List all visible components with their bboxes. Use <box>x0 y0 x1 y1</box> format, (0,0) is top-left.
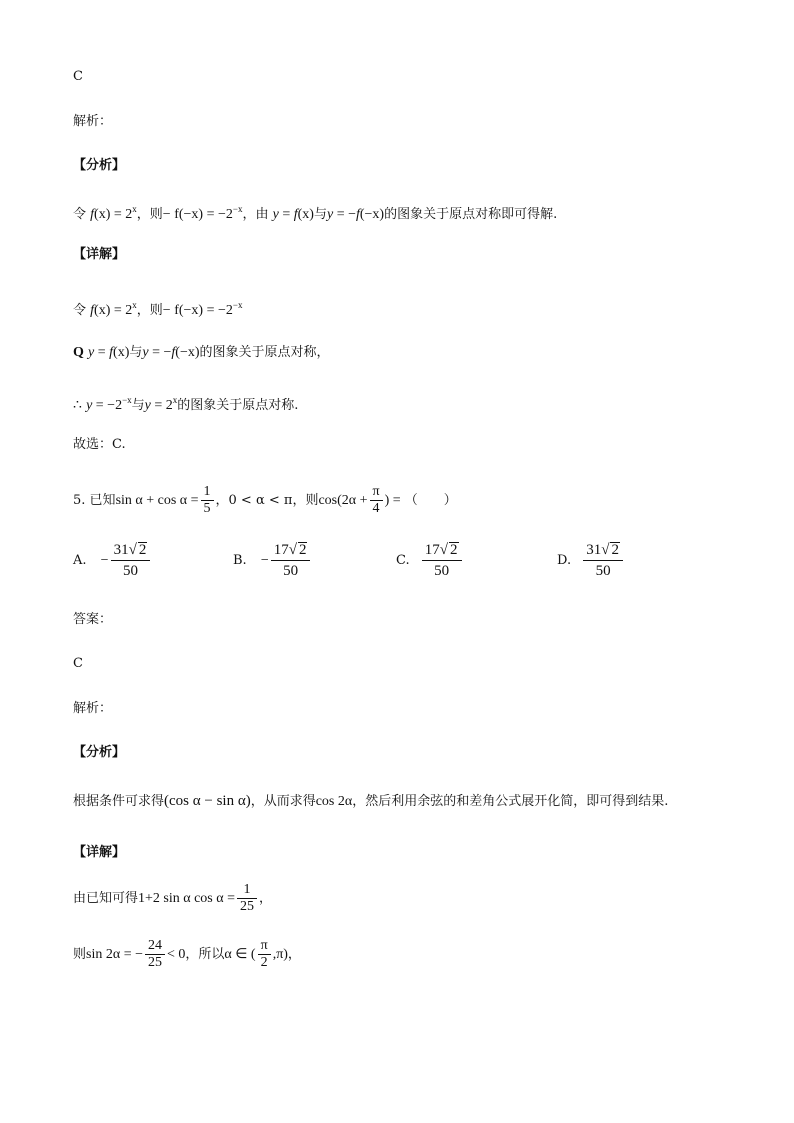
detail-line-3 <box>73 392 298 414</box>
math-y: y <box>144 398 151 413</box>
therefore-symbol: ∴ <box>73 398 82 413</box>
text: ，然后利用余弦的和差角公式展开化简，即可得到结果. <box>352 794 669 809</box>
numerator: 1 <box>237 882 257 899</box>
math-f: f <box>90 207 95 222</box>
math: (cos α − sin α) <box>164 793 251 809</box>
math: = <box>94 345 110 360</box>
text: ，则 <box>136 207 163 222</box>
option-b <box>233 540 312 581</box>
math: (x) <box>113 345 130 360</box>
text: 根据条件可求得 <box>73 794 165 809</box>
math: cos 2α <box>315 794 353 809</box>
math-f: f <box>90 303 95 318</box>
coefficient: 31 <box>586 542 602 558</box>
text: ， <box>287 947 301 962</box>
detail-line-1 <box>73 882 272 916</box>
text: ，则 <box>136 303 163 318</box>
math: = − <box>148 345 172 360</box>
text: ，从而求得 <box>250 794 316 809</box>
section-heading-analysis: 【分析】 <box>73 158 126 173</box>
math: (−x) = −2 <box>178 207 233 222</box>
text: 的图象关于原点对称， <box>199 345 330 360</box>
denominator: 25 <box>147 955 162 970</box>
math: (x) = 2 <box>94 303 133 318</box>
math: (−x) = −2 <box>178 303 233 318</box>
math-superscript: −x <box>232 300 243 310</box>
sign: − <box>260 553 269 568</box>
text: 的图象关于原点对称. <box>177 398 299 413</box>
text: 令 <box>73 303 87 318</box>
math: ) = <box>384 493 401 508</box>
answer-blank: （ ） <box>404 493 457 508</box>
text: ，0 < α < π，则 <box>215 493 319 508</box>
sign: − <box>100 553 109 568</box>
denominator: 5 <box>203 501 211 516</box>
fraction <box>237 882 257 915</box>
answer-letter: C <box>73 69 83 84</box>
math-y: y <box>88 345 95 360</box>
denominator: 50 <box>595 563 611 579</box>
radicand: 2 <box>450 542 458 558</box>
text: ，由 <box>242 207 269 222</box>
denominator: 2 <box>260 955 268 970</box>
fraction: $\frac{31√ 2}{50}$ <box>583 540 623 581</box>
math-y: y <box>326 207 334 222</box>
text: ， <box>258 891 272 906</box>
analysis-label: 解析： <box>73 114 113 129</box>
math: ,π) <box>272 947 288 962</box>
question-number: 5. <box>73 493 86 508</box>
option-label: D. <box>557 553 572 568</box>
text: 则 <box>73 947 87 962</box>
text: ，所以 <box>185 947 225 962</box>
text: 令 <box>73 207 87 222</box>
denominator: 25 <box>239 899 254 914</box>
detail-line-2 <box>73 938 301 972</box>
numerator: π <box>258 938 271 955</box>
denominator: 4 <box>372 501 380 516</box>
math: cos(2α + <box>318 493 368 508</box>
math-f: f <box>293 207 298 222</box>
fraction: $\frac{17√ 2}{50}$ <box>422 540 462 581</box>
math: − f <box>162 303 179 318</box>
analysis-paragraph <box>73 201 557 223</box>
denominator: 50 <box>434 563 450 579</box>
math-f: f <box>355 207 360 222</box>
denominator: 50 <box>122 563 138 579</box>
question-5 <box>73 484 457 518</box>
coefficient: 31 <box>113 542 129 558</box>
radicand: 2 <box>611 542 619 558</box>
choice-line: 故选：C. <box>73 437 126 452</box>
section-heading-details: 【详解】 <box>73 845 126 860</box>
fraction <box>145 938 165 971</box>
math-y: y <box>86 398 93 413</box>
math-f: f <box>109 345 114 360</box>
fraction <box>201 484 214 517</box>
text: 与 <box>129 345 143 360</box>
text: 的图象关于原点对称即可得解. <box>384 207 558 222</box>
math-superscript: x <box>172 395 178 405</box>
option-label: B. <box>233 553 247 568</box>
option-c <box>396 540 464 581</box>
option-d <box>557 540 625 581</box>
coefficient: 17 <box>273 542 289 558</box>
option-label: C. <box>396 553 410 568</box>
text: 由已知可得 <box>73 891 139 906</box>
math-superscript: x <box>132 204 137 214</box>
numerator: 24 <box>145 938 165 955</box>
math: (−x) <box>359 207 385 222</box>
analysis-paragraph <box>73 793 668 810</box>
numerator: 1 <box>201 484 214 501</box>
text: 与 <box>131 398 145 413</box>
math-superscript: −x <box>232 204 243 214</box>
math-y: y <box>142 345 149 360</box>
math: (−x) <box>175 345 200 360</box>
math: α ∈ ( <box>224 947 256 962</box>
math: − f <box>162 207 179 222</box>
math-superscript: −x <box>122 395 132 405</box>
math: 1+2 sin α cos α = <box>138 891 235 906</box>
math: (x) = 2 <box>94 207 133 222</box>
text: 与 <box>313 207 327 222</box>
fraction <box>258 938 271 971</box>
fraction <box>370 484 383 517</box>
math: = 2 <box>150 398 173 413</box>
detail-line-1 <box>73 297 242 319</box>
coefficient: 17 <box>424 542 440 558</box>
option-a <box>73 540 152 581</box>
because-symbol: Q <box>73 345 84 360</box>
math: = <box>278 207 294 222</box>
math-y: y <box>272 207 279 222</box>
fraction: $\frac{31√ 2}{50}$ <box>111 540 151 581</box>
section-heading-analysis: 【分析】 <box>73 745 126 760</box>
math: sin α + cos α = <box>115 493 199 508</box>
math: = − <box>333 207 356 222</box>
radicand: 2 <box>138 542 147 558</box>
text: 已知 <box>89 493 116 508</box>
detail-line-2 <box>73 345 330 361</box>
math: sin 2α = − <box>86 947 143 962</box>
analysis-label: 解析： <box>73 701 113 716</box>
fraction: $\frac{17√ 2}{50}$ <box>271 540 311 581</box>
answer-label: 答案： <box>73 612 113 627</box>
option-label: A. <box>73 553 87 568</box>
math: = −2 <box>92 398 123 413</box>
answer-letter: C <box>73 656 83 671</box>
radicand: 2 <box>298 542 307 558</box>
math: (x) <box>297 207 314 222</box>
math: < 0 <box>166 947 186 962</box>
denominator: 50 <box>283 563 299 579</box>
section-heading-details: 【详解】 <box>73 247 126 262</box>
math-superscript: x <box>132 300 137 310</box>
numerator: π <box>370 484 383 501</box>
math-f: f <box>171 345 176 360</box>
